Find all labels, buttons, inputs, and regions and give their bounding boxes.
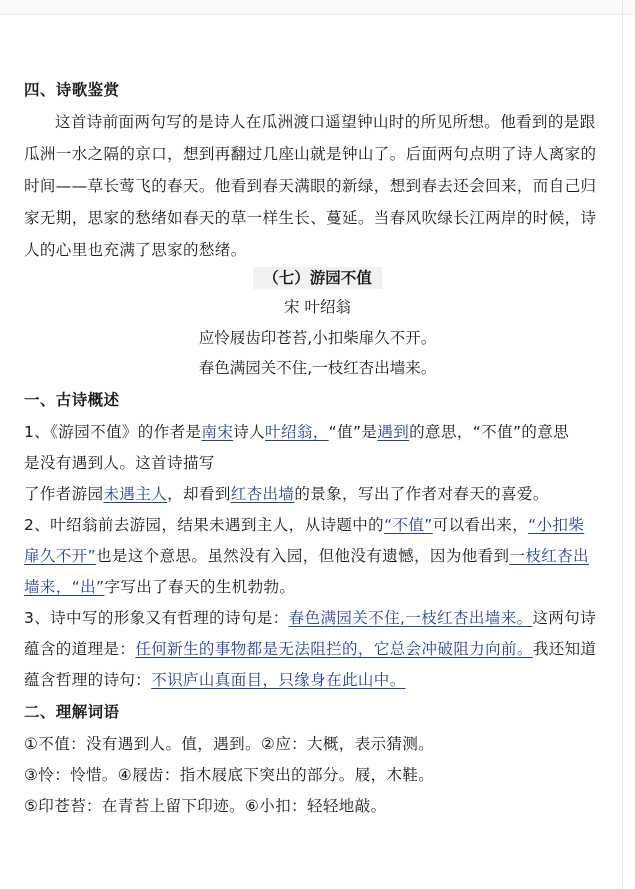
answer-blank: 未遇主人 (103, 485, 168, 503)
poem-author: 宋 叶绍翁 (284, 298, 351, 316)
question-3-line-1: 3、诗中写的形象又有哲理的诗句是：春色满园关不住,一枝红杏出墙来。这两句诗 (24, 609, 597, 627)
top-border (0, 0, 635, 15)
answer-blank: 遇到 (377, 423, 410, 441)
question-1-line-3: 了作者游园未遇主人，却看到红杏出墙的景象，写出了作者对春天的喜爱。 (24, 485, 549, 503)
answer-blank: 扉久不开” (24, 547, 97, 565)
vocab-line: ①不值：没有遇到人。值，遇到。②应：大概，表示猜测。 (24, 735, 435, 753)
paragraph-line: 瓜洲一水之隔的京口，想到再翻过几座山就是钟山了。后面两句点明了诗人离家的 (24, 145, 597, 163)
question-1-line-2: 是没有遇到人。这首诗描写 (24, 454, 215, 472)
answer-blank: 一枝红杏出 (509, 547, 589, 565)
paragraph-line: 人的心里也充满了思家的愁绪。 (24, 241, 247, 259)
question-2-line-1: 2、叶绍翁前去游园，结果未遇到主人，从诗题中的“不值”可以看出来，“小扣柴 (24, 516, 585, 534)
vocab-line: ⑤印苍苔：在青苔上留下印迹。⑥小扣：轻轻地敲。 (24, 797, 387, 815)
answer-blank: 叶绍翁， (265, 423, 329, 441)
poem-line-1: 应怜屐齿印苍苔,小扣柴扉久不开。 (198, 329, 437, 347)
poem-line-2: 春色满园关不住,一枝红杏出墙来。 (198, 359, 437, 377)
answer-blank: 任何新生的事物都是无法阻拦的，它总会冲破阻力向前。 (135, 640, 533, 658)
answer-blank: 墙来，“出” (24, 578, 105, 596)
section-heading-appreciation: 四、诗歌鉴赏 (24, 81, 120, 99)
poem-title: （七）游园不值 (253, 267, 382, 289)
answer-blank: 南宋 (201, 423, 234, 441)
question-1-line-1: 1、《游园不值》的作者是南宋诗人叶绍翁，“值”是遇到的意思，“不值”的意思 (24, 423, 570, 441)
section-heading-vocabulary: 二、理解词语 (24, 703, 120, 721)
right-border (622, 0, 623, 889)
answer-blank: “不值” (384, 516, 433, 534)
answer-blank: 不识庐山真面目，只缘身在此山中。 (151, 671, 406, 689)
paragraph-line: 家无期，思家的愁绪如春天的草一样生长、蔓延。当春风吹绿长江两岸的时候，诗 (24, 209, 597, 227)
answer-blank: 红杏出墙 (230, 485, 295, 503)
answer-blank: “小扣柴 (528, 516, 585, 534)
question-3-line-3: 蕴含哲理的诗句：不识庐山真面目，只缘身在此山中。 (24, 671, 406, 689)
vocab-line: ③怜：怜惜。④屐齿：指木屐底下突出的部分。屐，木鞋。 (24, 766, 435, 784)
question-2-line-3: 墙来，“出”字写出了春天的生机勃勃。 (24, 578, 296, 596)
poem-title-row (0, 267, 635, 289)
question-2-line-2: 扉久不开”也是这个意思。虽然没有入园，但他没有遗憾，因为他看到一枝红杏出 (24, 547, 589, 565)
section-heading-overview: 一、古诗概述 (24, 391, 120, 409)
question-3-line-2: 蕴含的道理是：任何新生的事物都是无法阻拦的，它总会冲破阻力向前。我还知道 (24, 640, 597, 658)
paragraph-line: 这首诗前面两句写的是诗人在瓜洲渡口遥望钟山时的所见所想。他看到的是跟 (55, 113, 596, 131)
paragraph-line: 时间——草长莺飞的春天。他看到春天满眼的新绿，想到春去还会回来，而自己归 (24, 177, 597, 195)
answer-blank: 春色满园关不住,一枝红杏出墙来。 (288, 609, 533, 627)
